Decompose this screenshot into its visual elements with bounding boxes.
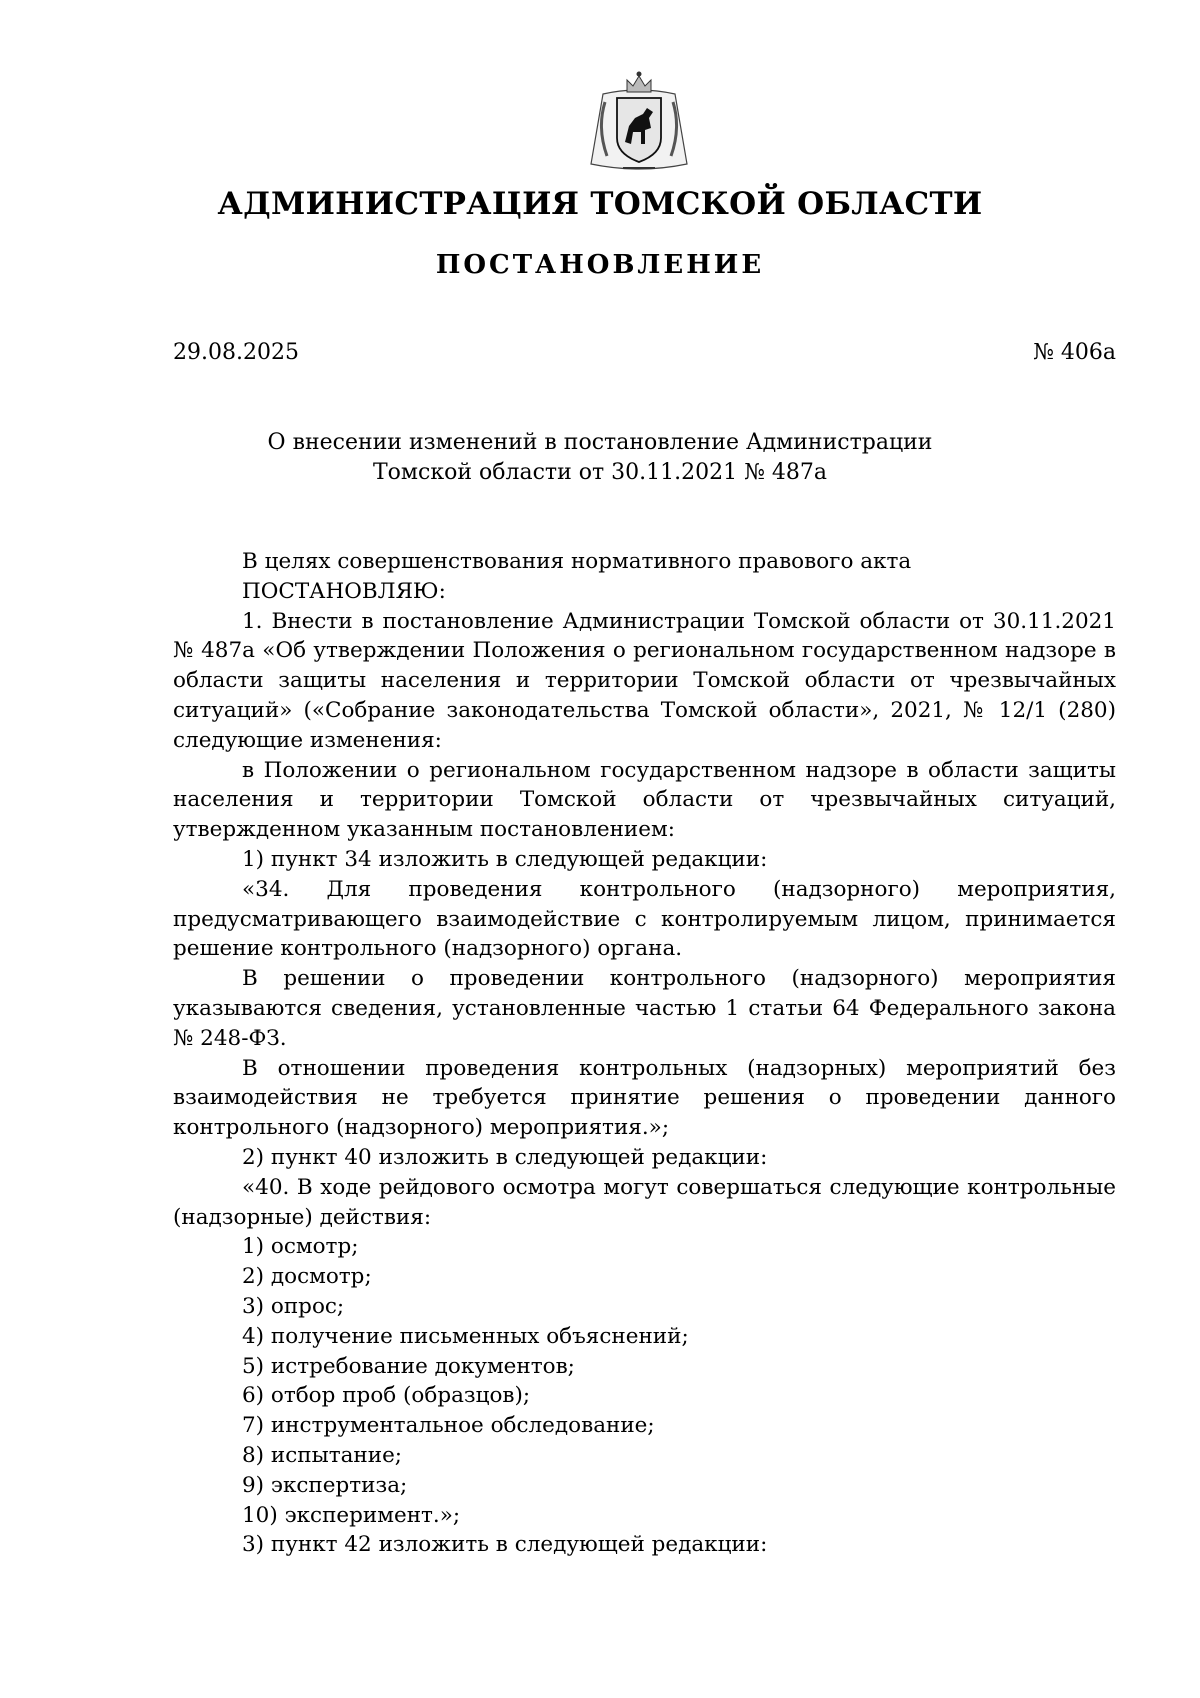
document-body — [173, 547, 1116, 1560]
regulation-paragraph: в Положении о региональном государственном надзоре в области защиты населения и территории Томской области от чрезвычайных ситуаций, утвержденном указанным постановлением: — [173, 757, 1116, 843]
list-item: 3) опрос; — [242, 1293, 345, 1319]
list-item: 5) истребование документов; — [242, 1353, 575, 1379]
item-3-heading: 3) пункт 42 изложить в следующей редакции: — [242, 1532, 768, 1558]
list-item: 6) отбор проб (образцов); — [242, 1383, 531, 1409]
item-2-heading: 2) пункт 40 изложить в следующей редакции: — [242, 1144, 768, 1170]
point-34-paragraph: «34. Для проведения контрольного (надзорного) мероприятия, предусматривающего взаимодействие с контролируемым лицом, принимается решение контрольного (надзорного) органа. — [173, 876, 1116, 962]
no-interaction-paragraph: В отношении проведения контрольных (надзорных) мероприятий без взаимодействия не требуется принятие решения о проведении данного контрольного (надзорного) мероприятия.»; — [173, 1055, 1116, 1141]
document-date: 29.08.2025 — [173, 340, 299, 365]
subject-line-1: О внесении изменений в постановление Администрации — [267, 430, 933, 455]
list-item: 1) осмотр; — [242, 1234, 359, 1260]
item-1-heading: 1) пункт 34 изложить в следующей редакции: — [242, 846, 768, 872]
resolution-keyword: ПОСТАНОВЛЯЮ: — [242, 578, 446, 604]
list-item: 4) получение письменных объяснений; — [242, 1323, 689, 1349]
point-40-paragraph: «40. В ходе рейдового осмотра могут совершаться следующие контрольные (надзорные) действия: — [173, 1174, 1116, 1230]
preamble-paragraph: В целях совершенствования нормативного правового акта — [242, 549, 912, 574]
list-item: 9) экспертиза; — [242, 1472, 408, 1498]
list-item: 2) досмотр; — [242, 1264, 372, 1290]
document-number: № 406а — [1033, 340, 1116, 365]
subject-line-2: Томской области от 30.11.2021 № 487а — [372, 460, 828, 485]
list-item: 8) испытание; — [242, 1442, 403, 1468]
list-item: 7) инструментальное обследование; — [242, 1413, 655, 1439]
list-item: 10) эксперимент.»; — [242, 1502, 461, 1528]
document-type-heading: ПОСТАНОВЛЕНИЕ — [435, 250, 765, 280]
document-subject — [0, 428, 1200, 488]
organization-title: АДМИНИСТРАЦИЯ ТОМСКОЙ ОБЛАСТИ — [217, 186, 983, 222]
decision-paragraph: В решении о проведении контрольного (надзорного) мероприятия указываются сведения, установленные частью 1 статьи 64 Федерального закона № 248-ФЗ. — [173, 966, 1116, 1051]
clause-1-paragraph: 1. Внести в постановление Администрации Томской области от 30.11.2021 № 487а «Об утверждении Положения о региональном государственном надзоре в области защиты населения и территории Томской области от чрезвычайных ситуаций» («Собрание законодательства Томской области», 2021, № 12/1 (280) следующие изменения: — [173, 608, 1116, 753]
coat-of-arms-icon — [583, 68, 695, 178]
